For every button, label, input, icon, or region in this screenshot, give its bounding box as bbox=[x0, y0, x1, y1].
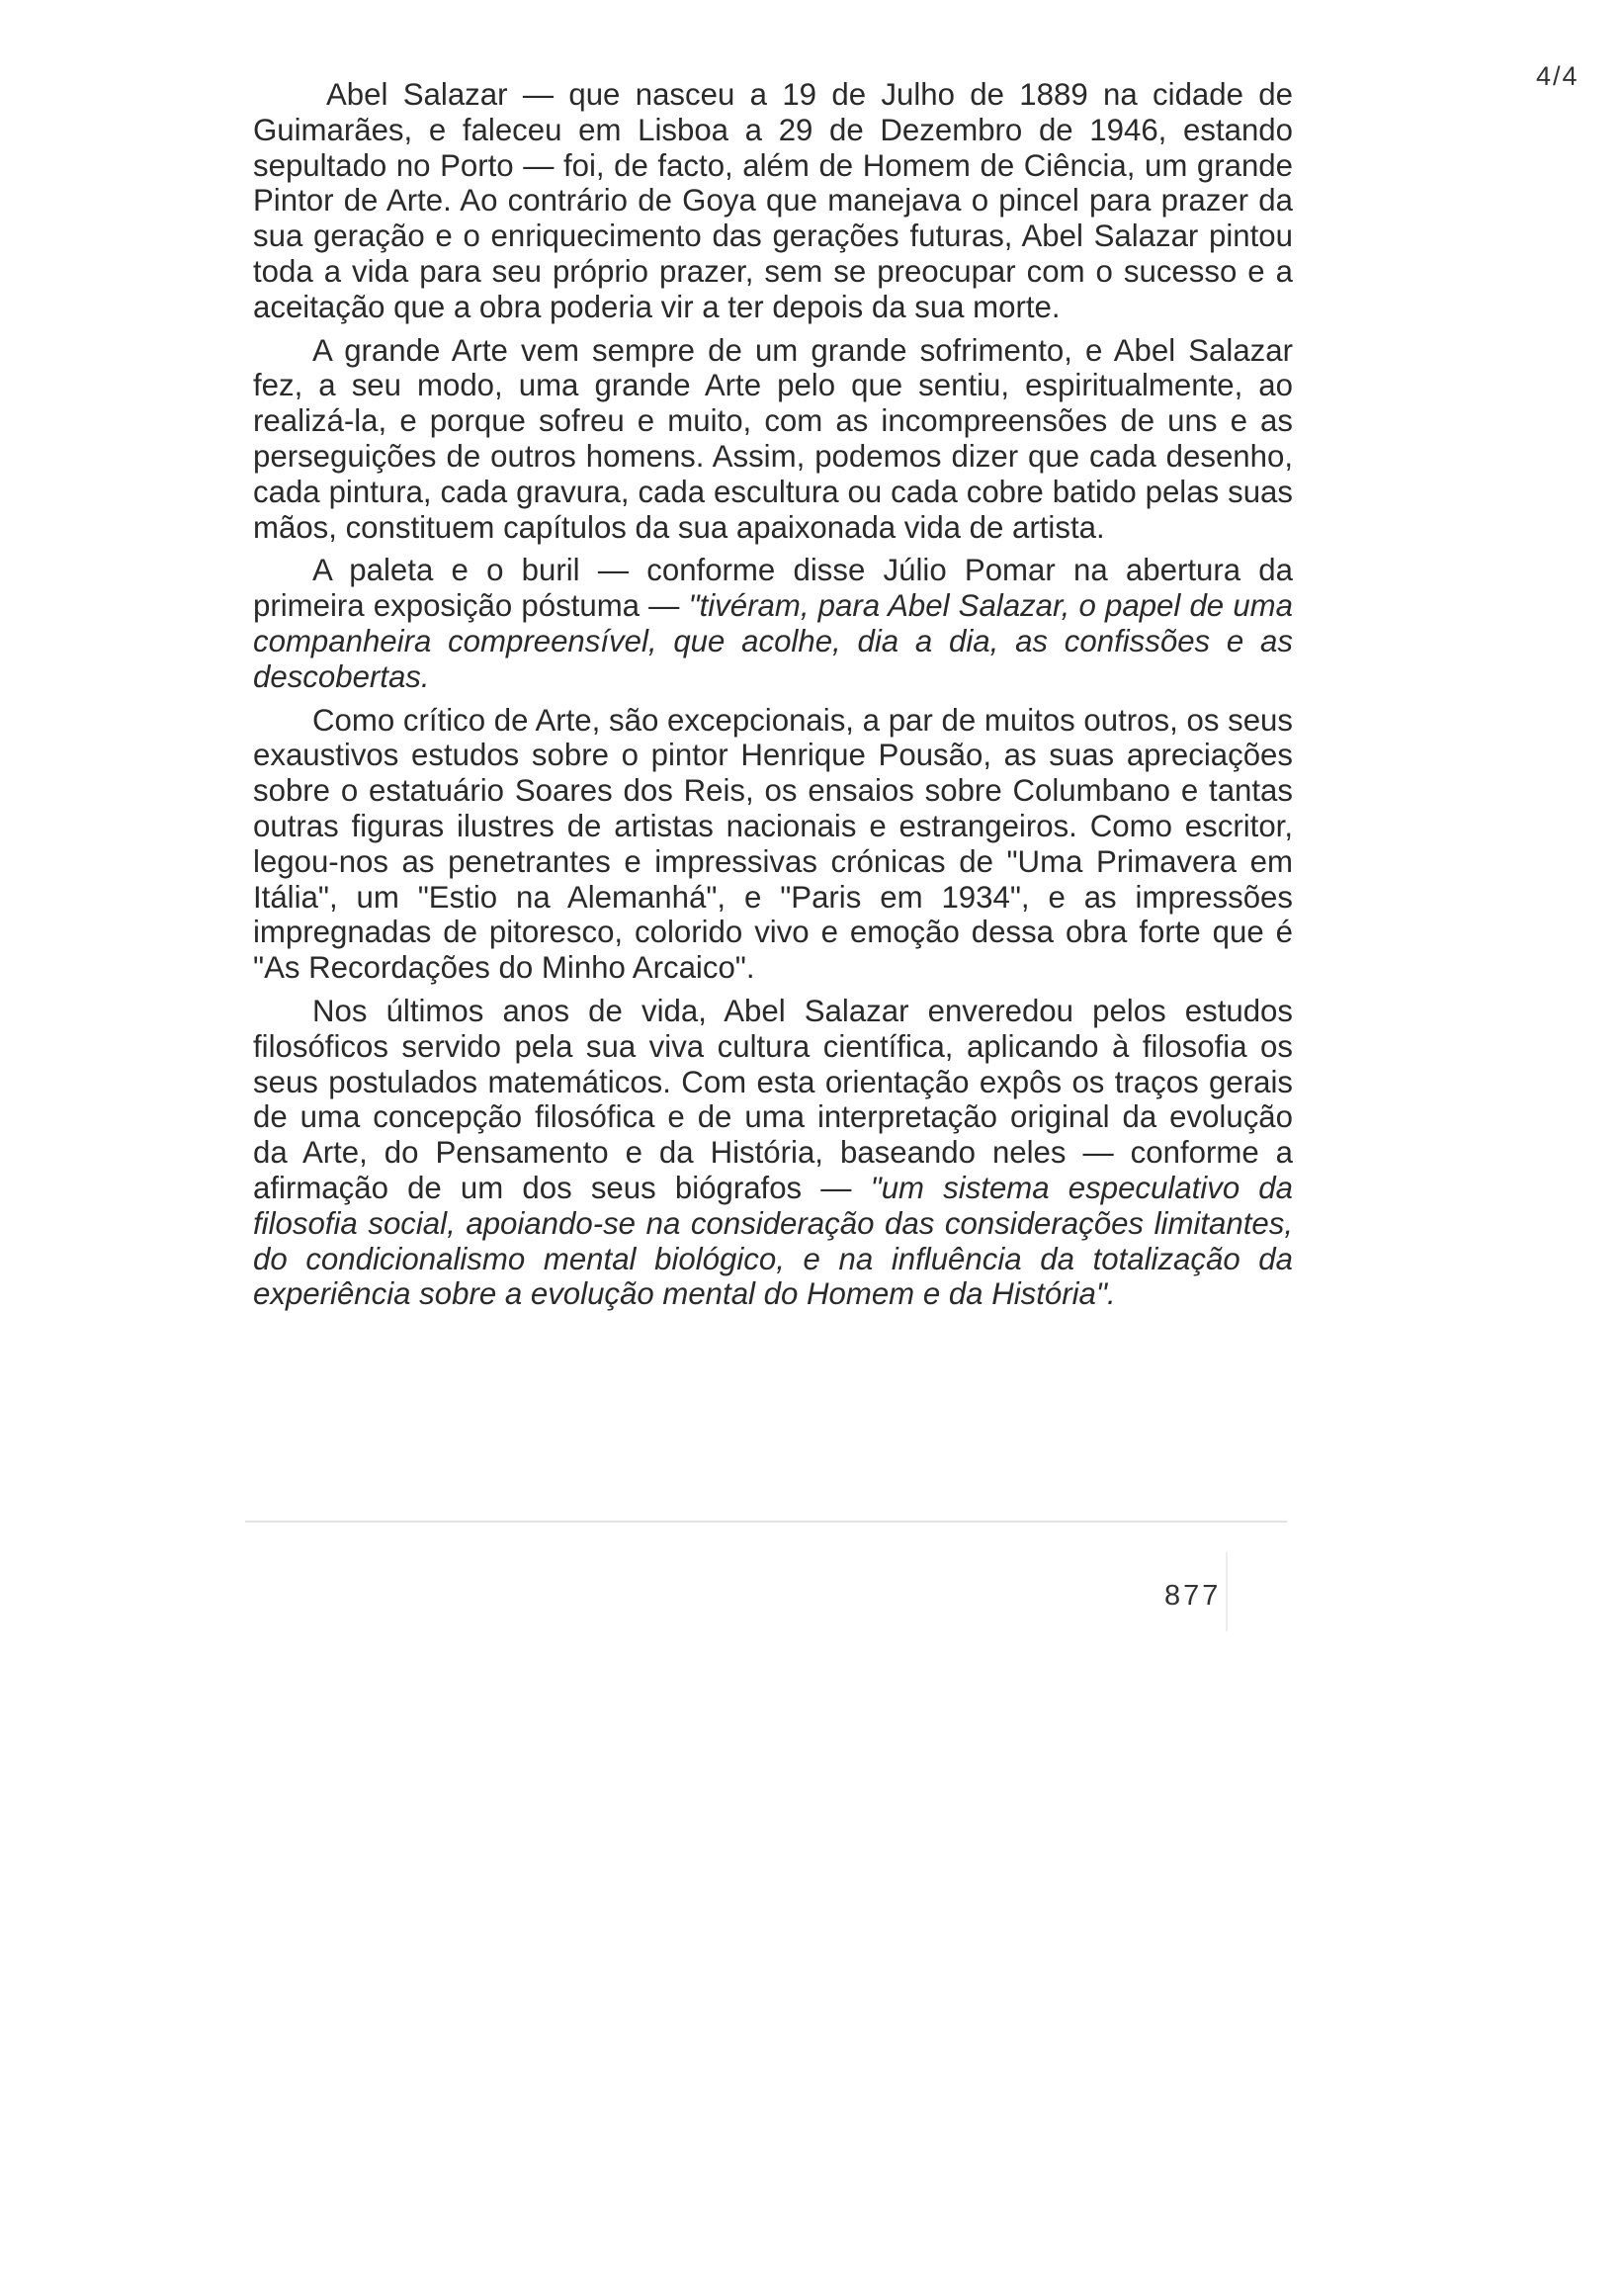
paragraph-5-quote: "um sistema especulativo da filosofia social, apoiando-se na consideração das considerações limitantes, do condicionalismo mental biológico, e na influência da totalização da experiência sobre a evolução mental do Homem e da História". bbox=[253, 1170, 1293, 1312]
paragraph-5-plain: Nos últimos anos de vida, Abel Salazar enveredou pelos estudos filosóficos servido pela sua viva cultura científica, aplicando à filosofia os seus postulados matemáticos. Com esta orientação expôs os traços gerais de uma concepção filosófica e de uma interpretação original da evolução da Arte, do Pensamento e da História, baseando neles — conforme a afirmação de um dos seus biógrafos — bbox=[253, 993, 1293, 1205]
page-number-edge bbox=[1226, 1552, 1228, 1631]
paragraph-5 bbox=[253, 994, 1293, 1312]
paragraph-3 bbox=[253, 553, 1293, 694]
article-body bbox=[253, 77, 1293, 1320]
clipping-edge bbox=[245, 1521, 1287, 1523]
paragraph-3-plain: A paleta e o buril — conforme disse Júlio Pomar na abertura da primeira exposição póstuma — bbox=[253, 553, 1293, 624]
paragraph-3-quote: "tivéram, para Abel Salazar, o papel de uma companheira compreensível, que acolhe, dia a dia, as confissões e as descobertas. bbox=[253, 588, 1293, 694]
page-number: 877 bbox=[1164, 1580, 1222, 1612]
paragraph-2: A grande Arte vem sempre de um grande sofrimento, e Abel Salazar fez, a seu modo, uma grande Arte pelo que sentiu, espiritualmente, ao realizá-la, e porque sofreu e muito, com as incompreensões de uns e as perseguições de outros homens. Assim, podemos dizer que cada desenho, cada pintura, cada gravura, cada escultura ou cada cobre batido pelas suas mãos, constituem capítulos da sua apaixonada vida de artista. bbox=[253, 332, 1293, 545]
paragraph-4: Como crítico de Arte, são excepcionais, a par de muitos outros, os seus exaustivos estudos sobre o pintor Henrique Pousão, as suas apreciações sobre o estatuário Soares dos Reis, os ensaios sobre Columbano e tantas outras figuras ilustres de artistas nacionais e estrangeiros. Como escritor, legou-nos as penetrantes e impressivas crónicas de "Uma Primavera em Itália", um "Estio na Alemanhá", e "Paris em 1934", e as impressões impregnadas de pitoresco, colorido vivo e emoção dessa obra forte que é "As Recordações do Minho Arcaico". bbox=[253, 702, 1293, 986]
page-marker: 4/4 bbox=[1536, 61, 1580, 91]
paragraph-1: Abel Salazar — que nasceu a 19 de Julho de 1889 na cidade de Guimarães, e faleceu em Lisboa a 29 de Dezembro de 1946, estando sepultado no Porto — foi, de facto, além de Homem de Ciência, um grande Pintor de Arte. Ao contrário de Goya que manejava o pincel para prazer da sua geração e o enriquecimento das gerações futuras, Abel Salazar pintou toda a vida para seu próprio prazer, sem se preocupar com o sucesso e a aceitação que a obra poderia vir a ter depois da sua morte. bbox=[253, 77, 1293, 324]
